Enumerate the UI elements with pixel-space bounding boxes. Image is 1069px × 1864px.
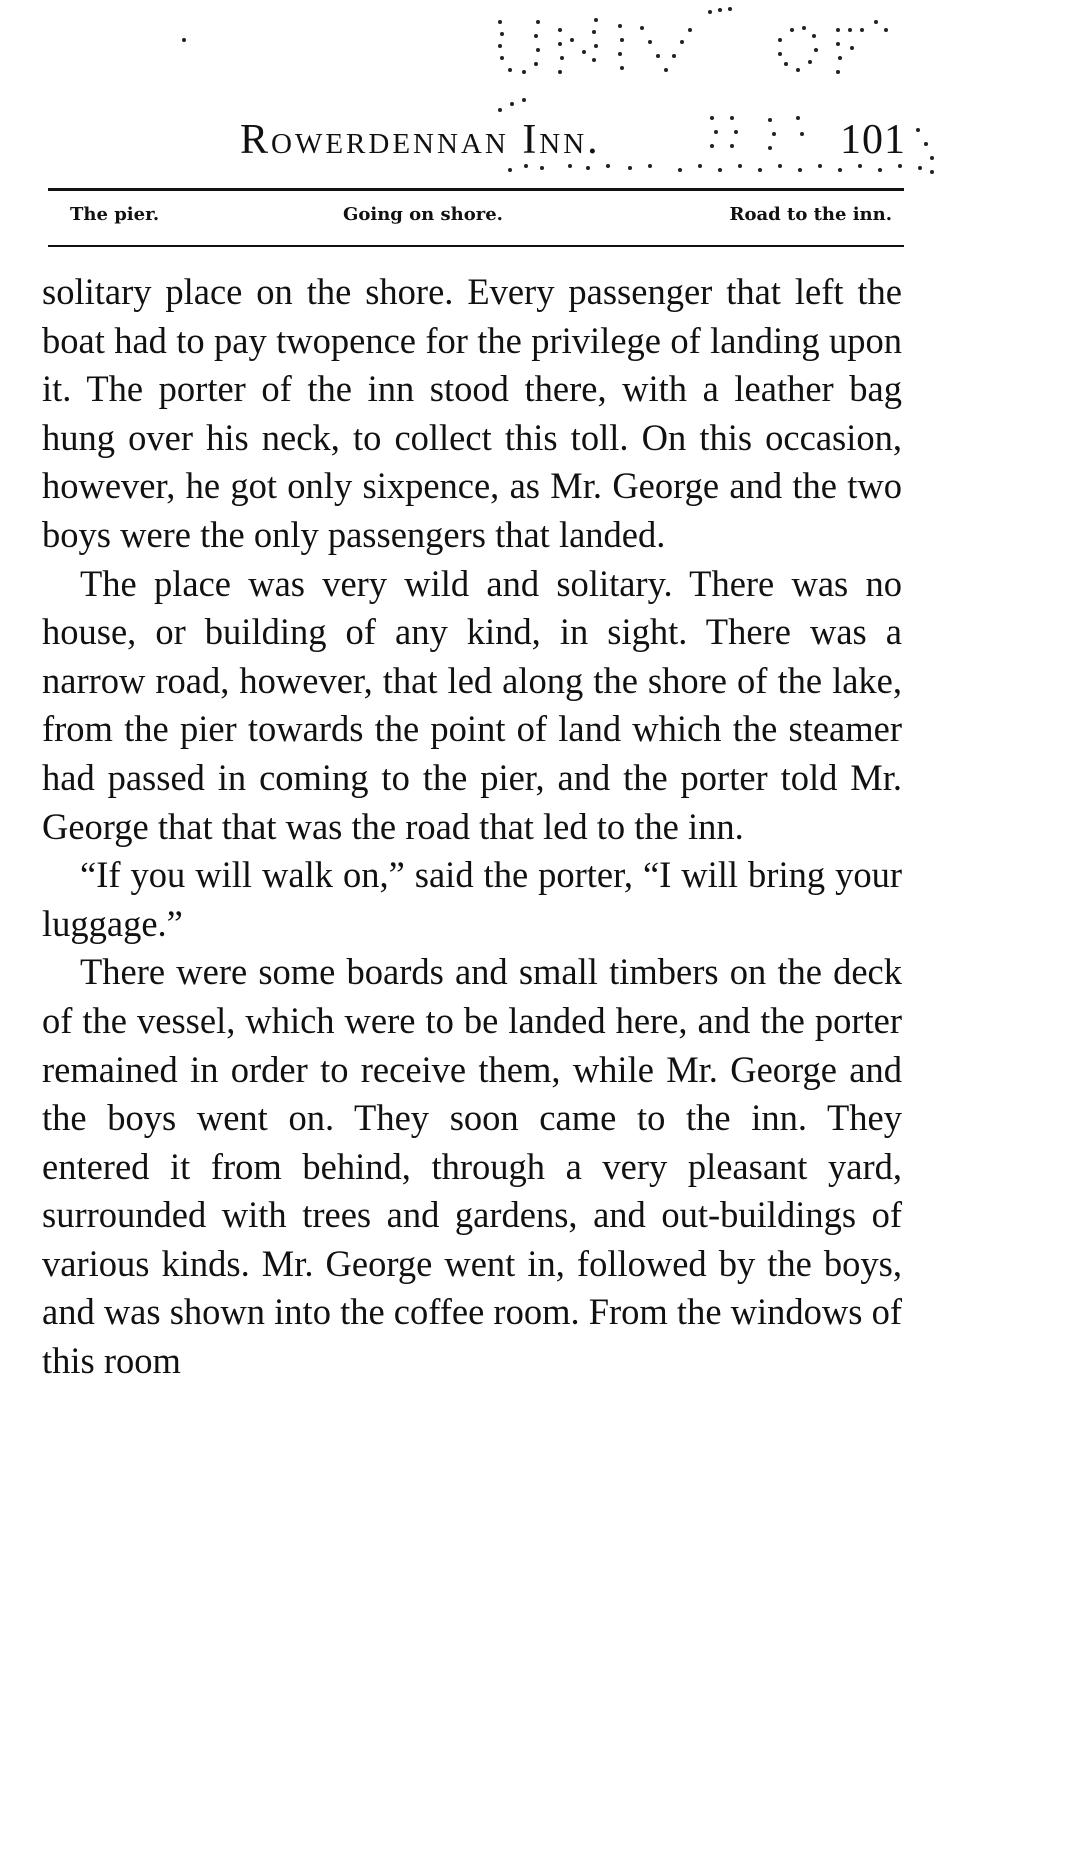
side-headings <box>48 204 904 234</box>
page-number: 101 <box>840 117 906 163</box>
body-text <box>42 268 902 1386</box>
side-heading-left: The pier. <box>70 204 160 225</box>
ink-speck <box>182 38 186 42</box>
paragraph: There were some boards and small timbers on the deck of the vessel, which were to be landed here, and the porter remained in order to receive them, while Mr. George and the boys went on. They soon came to the inn. They entered it from behind, through a very pleasant yard, surrounded with trees and gardens, and out-buildings of various kinds. Mr. George went in, followed by the boys, and was shown into the coffee room. From the windows of this room <box>42 951 902 1382</box>
side-heading-right: Road to the inn. <box>729 204 892 225</box>
side-heading-center: Going on shore. <box>343 204 503 225</box>
paragraph: solitary place on the shore. Every passenger that left the boat had to pay twopence for the privilege of landing upon it. The porter of the inn stood there, with a leather bag hung over his neck, to collect this toll. On this occasion, however, he got only sixpence, as Mr. George and the two boys were the only passengers that landed. <box>42 271 902 555</box>
running-title: Rowerdennan Inn. <box>240 117 601 163</box>
header-rule-bottom <box>48 245 904 247</box>
paragraph: “If you will walk on,” said the porter, “I will bring your luggage.” <box>42 854 902 944</box>
header-rule-top <box>48 188 904 191</box>
paragraph: The place was very wild and solitary. There was no house, or building of any kind, in sight. There was a narrow road, however, that led along the shore of the lake, from the pier towards the point of land which the steamer had passed in coming to the pier, and the porter told Mr. George that that was the road that led to the inn. <box>42 562 902 847</box>
